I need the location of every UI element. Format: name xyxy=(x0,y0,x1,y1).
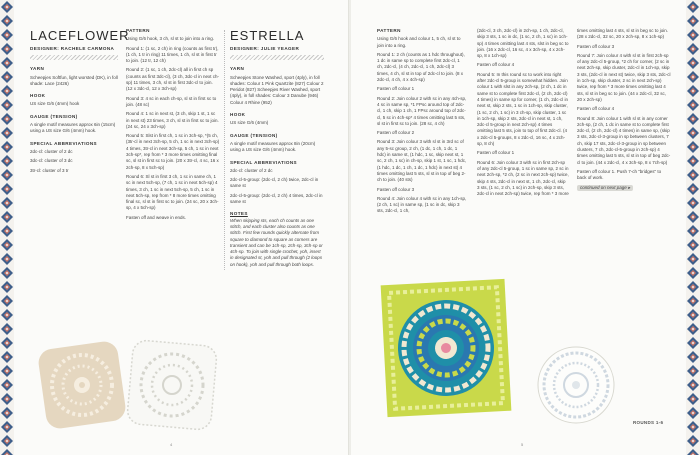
pattern-heading: PATTERN xyxy=(377,28,401,33)
rounds-1-6-motif-photo xyxy=(531,340,621,430)
pattern-heading: PATTERN xyxy=(126,28,150,33)
page-number-right: 5 xyxy=(521,442,524,447)
fasten-off-note: Fasten off colour 2 xyxy=(377,130,415,136)
white-laceflower-motif xyxy=(126,339,217,430)
round-1: Round 1: 2 ch (counts as 1 hdc throughout), 1 dc in same sp to complete first 2dc-cl, 1 ch, 2dc-cl, (4 ch, 2dc-cl, 1 ch, 2dc-cl) 3 times, 4 ch, sl st in top of 2dc-cl to join. (8 x 2dc-cl, 4 ch, 4 x 4ch-sp) xyxy=(377,51,465,83)
yarn-text: Scheepjes Softfun, light worsted (DK), in foll shade: Lace (2426) xyxy=(30,74,118,86)
decorative-tile-border-left xyxy=(0,0,14,455)
right-page xyxy=(351,0,700,455)
round-3: Round 3: Join colour 3 with sl st in 3rd sc of any 5-sc group, 2 ch, (1 dc, 1 ch, 1 dc, 1 hdc) in same st, (1 hdc, 1 sc, skip next st, 1 sc, 2 ch, 1 sc) in ch-sp, skip 1 st, 1 sc, 1 hdc, (1 hdc, 1 dc, 1 ch, 1 dc, 1 hdc) in next st) 4 times omitting last 5 sts, sl st in top of beg 2-ch to join. (40 sts) xyxy=(377,139,467,183)
estrella-info-column xyxy=(230,28,324,271)
abbreviation-item: 3tr-cl: cluster of 3 tr xyxy=(30,167,69,173)
fasten-off-note: Fasten off colour 1 xyxy=(377,86,415,92)
photo-caption: ROUNDS 1-6 xyxy=(633,420,664,425)
fasten-off-note: Fasten off colour 3 xyxy=(577,43,615,49)
yarn-heading: YARN xyxy=(230,66,245,72)
column-divider xyxy=(224,30,225,270)
round-8: Round 8: Join colour 1 with sl st in any corner 2ch-sp, (2 ch, 1 dc in same st to complete first 2dc-cl, (2 ch, 2dc-cl) 4 times) in same sp, (skip 3 sts, 2dc-cl-3-group in sp between clusters, 7 ch, skip 17 sts, 2dc-cl-3-group in sp between clusters, 7 ch, 2dc-cl-5-group in 2ch-sp) 4 times omitting last 5 sts, sl st in top of beg 2dc-cl to join. (44 x 2dc-cl, 4 x 3ch-sp, 8 x 7ch-sp) xyxy=(577,115,671,165)
continued-link[interactable] xyxy=(577,185,671,191)
estrella-pattern-column-2 xyxy=(477,28,569,200)
estrella-pattern-column-1 xyxy=(377,28,467,218)
round-4: Round 4: Join colour 4 with sc in any 1ch-sp, (2 ch, 1 sc) in same sp, (1 sc in dc, skip 3 sts, 2dc-cl, 1 ch, xyxy=(377,195,467,214)
abbreviations-heading: SPECIAL ABBREVIATIONS xyxy=(230,159,298,165)
round-4-continued: (2dc-cl, 3 ch, 2dc-cl) in 2ch-sp, 1 ch, 2dc-cl, skip 3 sts, 1 sc in dc, (1 sc, 2 ch, 1 sc) in 1ch-sp) 4 times omitting last 4 sts, slst in beg sc to join. (16 x 2dc-cl, 16 sc, 4 x 3ch-sp, 4 x 2ch-sp, 8 x 1ch-sp) xyxy=(477,28,569,59)
fasten-off-note: Fasten off colour 3 xyxy=(377,186,415,192)
fasten-off-note: Fasten off colour 1. Push 7-ch "bridges" to back of work. xyxy=(577,168,662,181)
round-1: Round 1: (1 sc, 2 ch) in ring (counts as first tr), (1 ch, 1 tr in ring) 11 times, 1 ch, sl st in first tr to join. (12 tr, 12 ch) xyxy=(126,45,219,64)
pattern-intro: Using G/6 hook and colour 1, 5 ch, sl st to join into a ring. xyxy=(377,36,461,48)
laceflower-info-column xyxy=(30,28,130,177)
decorative-zigzag xyxy=(30,55,118,60)
gauge-heading: GAUGE (TENSION) xyxy=(30,113,78,119)
abbreviation-item: 3dc-cl: cluster of 3 dc xyxy=(30,158,73,164)
abbreviation-item: 2dc-cl: cluster of 2 dc xyxy=(30,148,73,154)
abbreviation-item: 2dc-cl-5-group: (2dc-cl, 2 ch) 4 times, 2dc-cl in same st xyxy=(230,192,323,205)
estrella-square-photo xyxy=(371,268,521,428)
round-6: Round 6: Sl st in first 3 ch, 1 sc in same ch, 1 sc in next 5ch-sp, (7 ch, 1 sc in next 5ch-sp) 4 times, 3 ch, 1 sc in next 5ch-sp, 5 ch, 1 sc in next 5ch-sp, rep from * 8 more times omitting final sc, sl st in first sc to join. (24 sc, 20 x 3ch-sp, 4 x 5ch-sp) xyxy=(126,173,219,211)
round-2: Round 2: Join colour 2 with sc in any 4ch-sp, 4 sc in same sp, *1 FPsc around top of 2dc-cl, 1 ch, skip 1 ch, 1 FPsc around top of 2dc-cl, 5 sc in 4ch-sp* 4 times omitting last 5 sts, sl st in first sc to join. (28 sc, 4 ch) xyxy=(377,95,467,126)
round-5: Round 5: Slst in first ch, 1 sc in 3ch-sp, *(5 ch, (3tr-cl in next 3ch-sp, 5 ch, 1 sc in next 3ch-sp) 4 times, 3tr-cl in next 3ch-sp, 5 ch, 1 sc in next 3ch-sp*, rep from * 3 more times omitting final sc, sl st in first sc to join. (20 x 3tr-cl, 4 sc, 16 x 2ch-sp, 8 x 5ch-sp) xyxy=(126,133,220,170)
beige-laceflower-motif xyxy=(37,340,127,430)
designer-credit: DESIGNER: RACHELE CARMONA xyxy=(30,46,115,51)
laceflower-pattern-column xyxy=(126,28,220,224)
laceflower-motif-photos xyxy=(30,325,220,443)
gauge-text: A single motif measures approx 6in (15cm) using a US size G/6 (4mm) hook. xyxy=(30,122,116,134)
pattern-intro: Using G/6 hook, 3 ch, sl st to join into a ring. xyxy=(126,36,215,42)
yarn-text: Scheepjes Stone Washed, sport (4ply), in foll shades: Colour 1 Pink Quartzite (827) Colour 2 Peridot (827) Scheepjes River Washed, sport (4ply), in foll shades: Colour 3 Danube (946) Colour 4 Rhine (952) xyxy=(230,74,324,105)
page-number-left: 4 xyxy=(170,442,173,447)
round-6: Round 6: Join colour 3 with sc in first 2ch-sp of any 2dc-cl 5-group, 1 sc in same sp, 2 sc in next 2ch-sp, *2 ch, (2 sc in next 2ch-sp) twice, skip 4 sts, 2dc-cl in next st, 1 ch, 2dc-cl, skip 3 sts, (1 sc, 2 ch, 1 sc) in 2ch-sp, skip 3 sts, 2dc-cl in next 2ch-sp) twice, rep from * 3 more xyxy=(477,159,569,197)
round-2: Round 2: (1 sc, 1 ch, 2dc-cl) all in first ch sp (counts as first 3dc-cl), (3 ch, 3dc-cl in next ch-sp) 11 times, 3 ch, sl st in first 3dc-cl to join. (12 x 3dc-cl, 12 x 3ch-sp) xyxy=(126,67,220,92)
estrella-pattern-column-3 xyxy=(577,28,671,194)
notes-heading: NOTES xyxy=(230,211,248,217)
round-3: Round 3: 4 sc in each ch-sp, sl st in first sc to join. (48 sc) xyxy=(126,95,217,107)
pattern-title: LACEFLOWER xyxy=(30,28,130,43)
designer-credit: DESIGNER: JULIE YEAGER xyxy=(230,46,300,51)
fasten-off-note: Fasten off colour 1 xyxy=(477,150,515,156)
continued-label: continued on next page ▸ xyxy=(577,185,633,191)
decorative-zigzag xyxy=(230,55,324,60)
gauge-heading: GAUGE (TENSION) xyxy=(230,132,278,138)
fasten-off-note: Fasten off colour 4 xyxy=(577,106,615,112)
yarn-heading: YARN xyxy=(30,66,45,72)
hook-heading: HOOK xyxy=(230,112,246,118)
notes-text: When skipping sts, each ch counts as one stitch, and each cluster also counts as one stitch. First few rounds quickly alternate from square to diamond to square as corners are transient and can be 1ch-sp, 2ch-sp, 3ch-sp or 4ch-sp. To join with single crochet, yoh, insert in designated st, yoh and pull through (2 loops on hook), yoh and pull through both loops. xyxy=(230,217,323,267)
hook-heading: HOOK xyxy=(30,93,46,99)
pattern-title: ESTRELLA xyxy=(230,28,305,43)
abbreviations-heading: SPECIAL ABBREVIATIONS xyxy=(30,140,98,146)
abbreviation-item: 2dc-cl-5-group: (2dc-cl, 2 ch) twice, 2dc-cl in same st xyxy=(230,177,319,189)
round-7: Round 7: Join colour 4 with sl st in first 2ch-sp of any 2dc-cl 5-group, *2 ch for corner, (2 sc in next 2ch-sp, skip cluster, 2dc-cl in 1ch-sp, skip 3 sts, (2dc-cl in next st) twice, skip 3 sts, 2dc-cl in 1ch-sp, skip cluster, 2 sc in next 2ch-sp) twice, rep from * 3 more times omitting last 4 sts, sl st in beg sc to join. (44 x 2dc-cl, 32 sc, 20 x 2ch-sp) xyxy=(577,52,671,102)
round-4: Round 4: 1 sc in next st, (3 ch, skip 1 st, 1 sc in next st) 23 times, 3 ch, sl st in first sc to join. (24 sc, 24 x 3ch-sp) xyxy=(126,111,219,129)
hook-text: US size G/6 (4mm) hook xyxy=(30,101,80,107)
finishing-text: Fasten off and weave in ends. xyxy=(126,214,186,220)
round-5: Round 5: In this round sc to work into right after 2dc-cl 5-group is somewhat hidden. Join colour 1 with slst in any 2ch-sp, (2 ch, 1 dc in same st to complete first 2dc-cl, (2 ch, 2dc-cl) 4 times) in same sp for corner, (1 ch, 2dc-cl in next st, skip 2 sts, 1 sc in 1ch-sp, skip cluster, (1 sc, 2 ch, 1 sc) in 3 ch-sp, skip cluster, 1 sc in 1ch-sp, skip 2 sts, 2dc-cl in next st, 1 ch, 2dc-cl 5-group in next 2ch-sp) 4 times omitting last 5 sts, join to top of first 2dc-cl. (4 x 2dc-cl 5-groups, 8 x 2dc-cl, 16 sc, 4 x 2ch-sp, 8 ch) xyxy=(477,71,569,147)
hook-text: US size G/6 (4mm) xyxy=(230,120,269,126)
abbreviation-item: 2dc-cl: cluster of 2 dc xyxy=(230,167,273,173)
round-6-continued: times omitting last 4 sts, sl st in beg sc to join. (28 x 2dc-cl, 32 sc, 20 x 2ch-sp, 8 x 1ch-sp) xyxy=(577,28,669,40)
left-page xyxy=(0,0,349,455)
fasten-off-note: Fasten off colour 4 xyxy=(477,62,515,68)
gauge-text: A single motif measures approx 8in (20cm) using a US size G/6 (4mm) hook. xyxy=(230,140,316,153)
decorative-tile-border-right xyxy=(686,0,700,455)
